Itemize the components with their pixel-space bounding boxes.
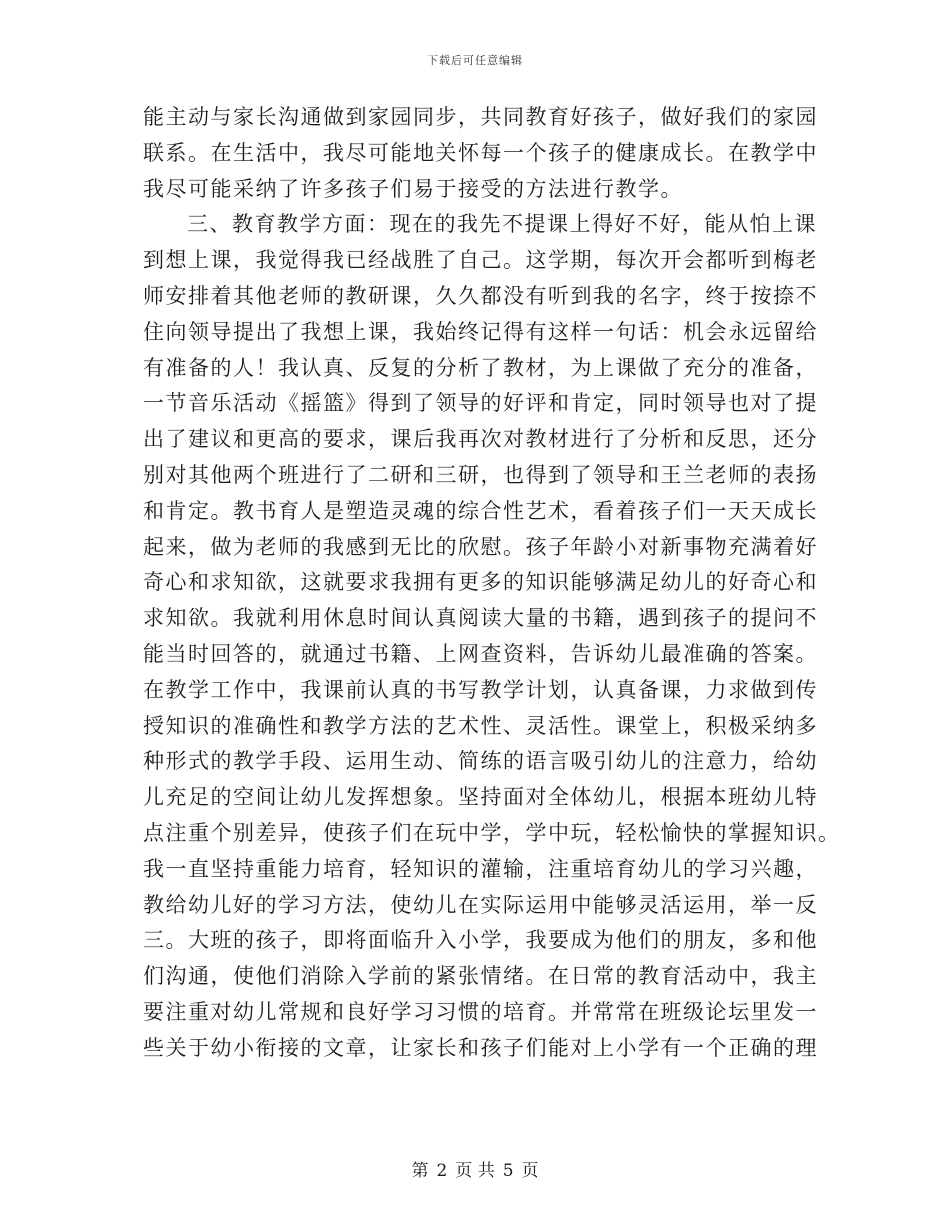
footer-suffix: 页 bbox=[521, 1161, 539, 1181]
footer-total-pages: 5 bbox=[502, 1161, 514, 1181]
body-line: 联系。在生活中，我尽可能地关怀每一个孩子的健康成长。在教学中 bbox=[143, 140, 818, 165]
body-line: 师安排着其他老师的教研课，久久都没有听到我的名字，终于按捺不 bbox=[143, 283, 818, 308]
page-header: 下载后可任意编辑 bbox=[427, 54, 523, 67]
body-line: 能当时回答的，就通过书籍、上网查资料，告诉幼儿最准确的答案。 bbox=[143, 641, 818, 666]
footer-prefix: 第 bbox=[411, 1161, 429, 1181]
body-line: 我一直坚持重能力培育，轻知识的灌输，注重培育幼儿的学习兴趣， bbox=[143, 856, 818, 881]
body-line: 三。大班的孩子，即将面临升入小学，我要成为他们的朋友，多和他 bbox=[143, 928, 818, 953]
body-line: 们沟通，使他们消除入学前的紧张情绪。在日常的教育活动中，我主 bbox=[143, 964, 818, 989]
body-line: 一节音乐活动《摇篮》得到了领导的好评和肯定，同时领导也对了提 bbox=[143, 391, 818, 416]
body-line: 点注重个别差异，使孩子们在玩中学，学中玩，轻松愉快的掌握知识。 bbox=[143, 820, 841, 845]
footer-middle: 页 共 bbox=[455, 1161, 495, 1181]
body-line: 在教学工作中，我课前认真的书写教学计划，认真备课，力求做到传 bbox=[143, 677, 818, 702]
body-line: 奇心和求知欲，这就要求我拥有更多的知识能够满足幼儿的好奇心和 bbox=[143, 570, 818, 595]
document-body bbox=[143, 100, 841, 1067]
body-line: 教给幼儿好的学习方法，使幼儿在实际运用中能够灵活运用，举一反 bbox=[143, 892, 818, 917]
body-line: 有准备的人！我认真、反复的分析了教材，为上课做了充分的准备， bbox=[143, 355, 818, 380]
body-line: 和肯定。教书育人是塑造灵魂的综合性艺术，看着孩子们一天天成长 bbox=[143, 498, 818, 523]
body-line: 些关于幼小衔接的文章，让家长和孩子们能对上小学有一个正确的理 bbox=[143, 1035, 818, 1060]
body-line: 授知识的准确性和教学方法的艺术性、灵活性。课堂上，积极采纳多 bbox=[143, 713, 818, 738]
body-line: 到想上课，我觉得我已经战胜了自己。这学期，每次开会都听到梅老 bbox=[143, 248, 818, 273]
body-line: 求知欲。我就利用休息时间认真阅读大量的书籍，遇到孩子的提问不 bbox=[143, 606, 818, 631]
footer-page-number: 2 bbox=[436, 1161, 448, 1181]
body-line: 能主动与家长沟通做到家园同步，共同教育好孩子，做好我们的家园 bbox=[143, 105, 818, 129]
body-line: 别对其他两个班进行了二研和三研，也得到了领导和王兰老师的表扬 bbox=[143, 462, 818, 487]
body-line: 起来，做为老师的我感到无比的欣慰。孩子年龄小对新事物充满着好 bbox=[143, 534, 818, 559]
body-line: 住向领导提出了我想上课，我始终记得有这样一句话：机会永远留给 bbox=[143, 319, 818, 344]
body-line: 儿充足的空间让幼儿发挥想象。坚持面对全体幼儿，根据本班幼儿特 bbox=[143, 785, 818, 810]
body-line: 要注重对幼儿常规和良好学习习惯的培育。并常常在班级论坛里发一 bbox=[143, 999, 818, 1024]
body-line: 出了建议和更高的要求，课后我再次对教材进行了分析和反思，还分 bbox=[143, 427, 818, 452]
body-line: 我尽可能采纳了许多孩子们易于接受的方法进行教学。 bbox=[143, 176, 683, 201]
page-footer bbox=[0, 1156, 950, 1181]
section-heading-line: 三、教育教学方面：现在的我先不提课上得好不好，能从怕上课 bbox=[187, 212, 817, 237]
body-line: 种形式的教学手段、运用生动、简练的语言吸引幼儿的注意力，给幼 bbox=[143, 749, 818, 774]
